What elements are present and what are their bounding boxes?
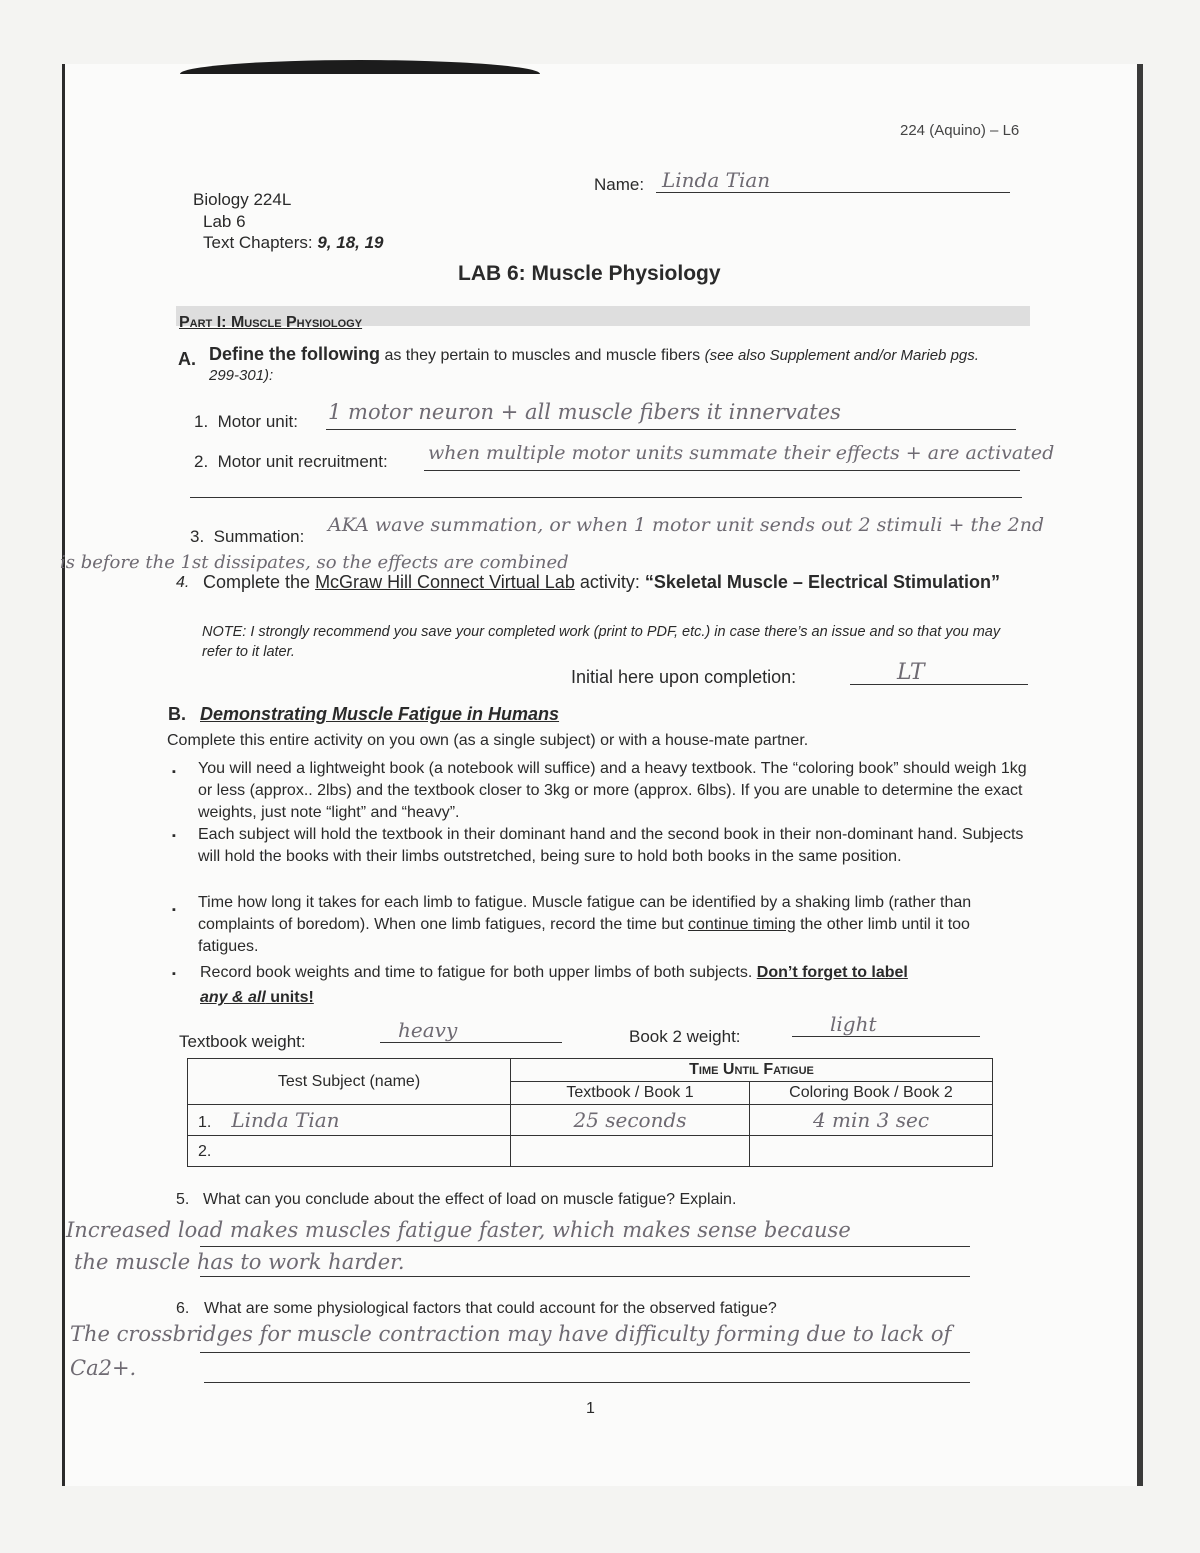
q5-num: 5.: [176, 1191, 190, 1208]
course-code: 224 (Aquino) – L6: [900, 122, 1020, 139]
textbook-weight-value: heavy: [398, 1018, 458, 1042]
book2-header: Coloring Book / Book 2: [750, 1082, 993, 1105]
item2-line: [424, 470, 1020, 471]
part1-heading: Part I: Muscle Physiology: [179, 314, 363, 331]
q6-text: What are some physiological factors that could account for the observed fatigue?: [204, 1300, 777, 1317]
book2-time: [750, 1136, 993, 1167]
sectionB-intro: Complete this entire activity on you own (as a single subject) or with a house-mate partner.: [167, 732, 809, 749]
book2-weight-value: light: [830, 1012, 877, 1036]
name-value: Linda Tian: [662, 168, 771, 192]
table-row: [188, 1105, 993, 1136]
item4-num: 4.: [176, 574, 190, 591]
subject-cell: 1. Linda Tian: [188, 1105, 511, 1136]
q6-line-2: [204, 1382, 970, 1383]
item2-answer: when multiple motor units summate their effects + are activated: [428, 442, 1055, 464]
book2-weight-label: Book 2 weight:: [629, 1027, 741, 1046]
initial-label: Initial here upon completion:: [571, 667, 797, 687]
initial-line: [850, 684, 1028, 685]
fatigue-table: [187, 1058, 993, 1167]
item2-line-2: [190, 497, 1022, 498]
bullet-marker: ▪: [172, 904, 176, 916]
item3-answer-cont: is before the 1st dissipates, so the effects are combined: [60, 552, 569, 573]
q5-line-1: [200, 1246, 970, 1247]
book1-time: 25 seconds: [511, 1105, 750, 1136]
book1-time: [511, 1136, 750, 1167]
q5-answer-line2: the muscle has to work harder.: [74, 1250, 405, 1274]
page-shadow: [180, 60, 540, 74]
book2-weight-line: [792, 1036, 980, 1037]
sectionA-letter: A.: [178, 349, 196, 369]
subject-cell: 2.: [188, 1136, 511, 1167]
page-title: LAB 6: Muscle Physiology: [458, 262, 721, 285]
subject-header: Test Subject (name): [188, 1059, 511, 1105]
bullet3-text: Time how long it takes for each limb to fatigue. Muscle fatigue can be identified by a shaking limb (rather than complaints of boredom). When one limb fatigues, record the time but continue timing the other limb until it too fatigues.: [198, 894, 972, 955]
sectionB-letter: B.: [168, 704, 186, 724]
table-row: [188, 1136, 993, 1167]
book1-header: Textbook / Book 1: [511, 1082, 750, 1105]
sectionB-heading: Demonstrating Muscle Fatigue in Humans: [200, 704, 560, 724]
bullet2-text: Each subject will hold the textbook in their dominant hand and the second book in their non-dominant hand. Subjects will hold the books with their limbs outstretched, being sure to hold both books in the same position.: [198, 826, 1024, 865]
item3-label: 3. Summation:: [190, 527, 305, 546]
bullet-marker: ▪: [172, 968, 176, 980]
q5-text: What can you conclude about the effect of load on muscle fatigue? Explain.: [203, 1191, 737, 1208]
textbook-weight-line: [380, 1042, 562, 1043]
item1-label: 1. Motor unit:: [194, 412, 298, 431]
bullet1-text: You will need a lightweight book (a notebook will suffice) and a heavy textbook. The “coloring book” should weigh 1kg or less (approx.. 2lbs) and the textbook closer to 3kg or more (approx. 6lbs). If you are unable to determine the exact weights, just note “light” and “heavy”.: [198, 760, 1027, 821]
virtual-lab-link[interactable]: McGraw Hill Connect Virtual Lab: [315, 572, 575, 592]
course-name: Biology 224L: [193, 190, 292, 209]
lab-number: Lab 6: [203, 212, 246, 231]
book2-time: 4 min 3 sec: [750, 1105, 993, 1136]
name-line: [656, 192, 1010, 193]
item3-answer: AKA wave summation, or when 1 motor unit sends out 2 stimuli + the 2nd: [328, 514, 1045, 536]
item1-line: [326, 429, 1016, 430]
item2-label: 2. Motor unit recruitment:: [194, 452, 388, 471]
q5-line-2: [200, 1276, 970, 1277]
q6-answer-line1: The crossbridges for muscle contraction may have difficulty forming due to lack of: [70, 1322, 952, 1346]
q6-num: 6.: [176, 1300, 190, 1317]
initial-value: LT: [897, 660, 925, 685]
item4-note: NOTE: I strongly recommend you save your completed work (print to PDF, etc.) in case there’s an issue and so that you may refer to it later.: [202, 624, 1001, 660]
q6-answer-line2: Ca2+.: [70, 1356, 137, 1380]
text-chapters: Text Chapters: 9, 18, 19: [203, 233, 384, 252]
textbook-weight-label: Textbook weight:: [179, 1032, 306, 1051]
item1-answer: 1 motor neuron + all muscle fibers it innervates: [328, 400, 841, 424]
bullet-marker: ▪: [172, 830, 176, 842]
q6-line-1: [200, 1352, 970, 1353]
item4-instructions: Complete the McGraw Hill Connect Virtual Lab activity: “Skeletal Muscle – Electrical Stimulation”: [203, 572, 1000, 592]
time-header: Time Until Fatigue: [511, 1059, 993, 1082]
bullet4-text: Record book weights and time to fatigue for both upper limbs of both subjects. Don’t forget to label any & all units!: [200, 964, 908, 1006]
page-number: 1: [586, 1400, 595, 1417]
sectionA-instructions: Define the following as they pertain to muscles and muscle fibers (see also Supplement and/or Marieb pgs. 299-301):: [209, 344, 979, 384]
q5-answer-line1: Increased load makes muscles fatigue faster, which makes sense because: [66, 1218, 851, 1242]
bullet-marker: ▪: [172, 766, 176, 778]
name-label: Name:: [594, 175, 645, 194]
